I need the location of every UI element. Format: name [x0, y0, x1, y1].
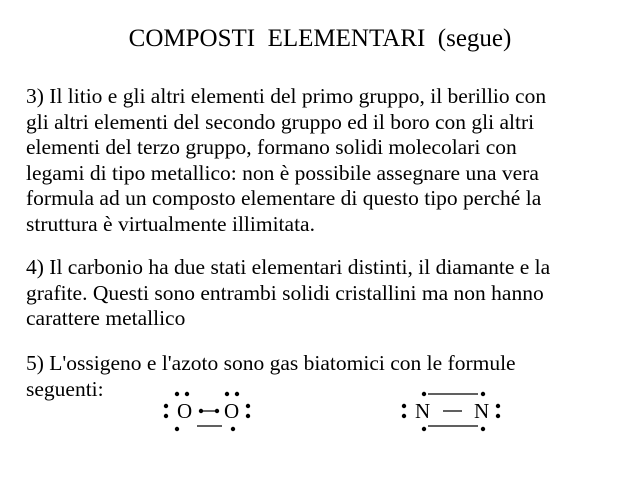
oxygen-atom-left: O	[177, 399, 193, 423]
oxygen-lewis-structure	[160, 388, 260, 436]
paragraph-line: carattere metallico	[26, 306, 186, 330]
paragraph-line: formula ad un composto elementare di questo tipo perché la	[26, 186, 542, 210]
double-bond-electron-pairs-icon	[197, 409, 222, 426]
slide-title: COMPOSTI ELEMENTARI (segue)	[128, 25, 512, 52]
paragraph-line: struttura è virtualmente illimitata.	[26, 211, 315, 236]
paragraph-3	[26, 84, 626, 237]
paragraph-line: seguenti:	[26, 376, 104, 401]
nitrogen-atom-left: N	[415, 399, 431, 423]
paragraph-5	[26, 351, 626, 402]
nitrogen-lewis-structure	[398, 388, 508, 436]
nitrogen-atom-right: N	[474, 399, 490, 423]
paragraph-line: grafite. Questi sono entrambi solidi cristallini ma non hanno	[26, 280, 544, 305]
paragraph-line: legami di tipo metallico: non è possibile assegnare una vera	[26, 160, 539, 185]
paragraph-line: 3) Il litio e gli altri elementi del primo gruppo, il berillio con	[26, 84, 547, 108]
paragraph-line: 5) L'ossigeno e l'azoto sono gas biatomici con le formule	[26, 351, 516, 375]
oxygen-atom-right: O	[224, 399, 240, 423]
paragraph-line: gli altri elementi del secondo gruppo ed il boro con gli altri	[26, 109, 535, 134]
paragraph-line: elementi del terzo gruppo, formano solidi molecolari con	[26, 135, 517, 159]
paragraph-line: 4) Il carbonio ha due stati elementari distinti, il diamante e la	[26, 255, 551, 279]
paragraph-4	[26, 255, 626, 332]
